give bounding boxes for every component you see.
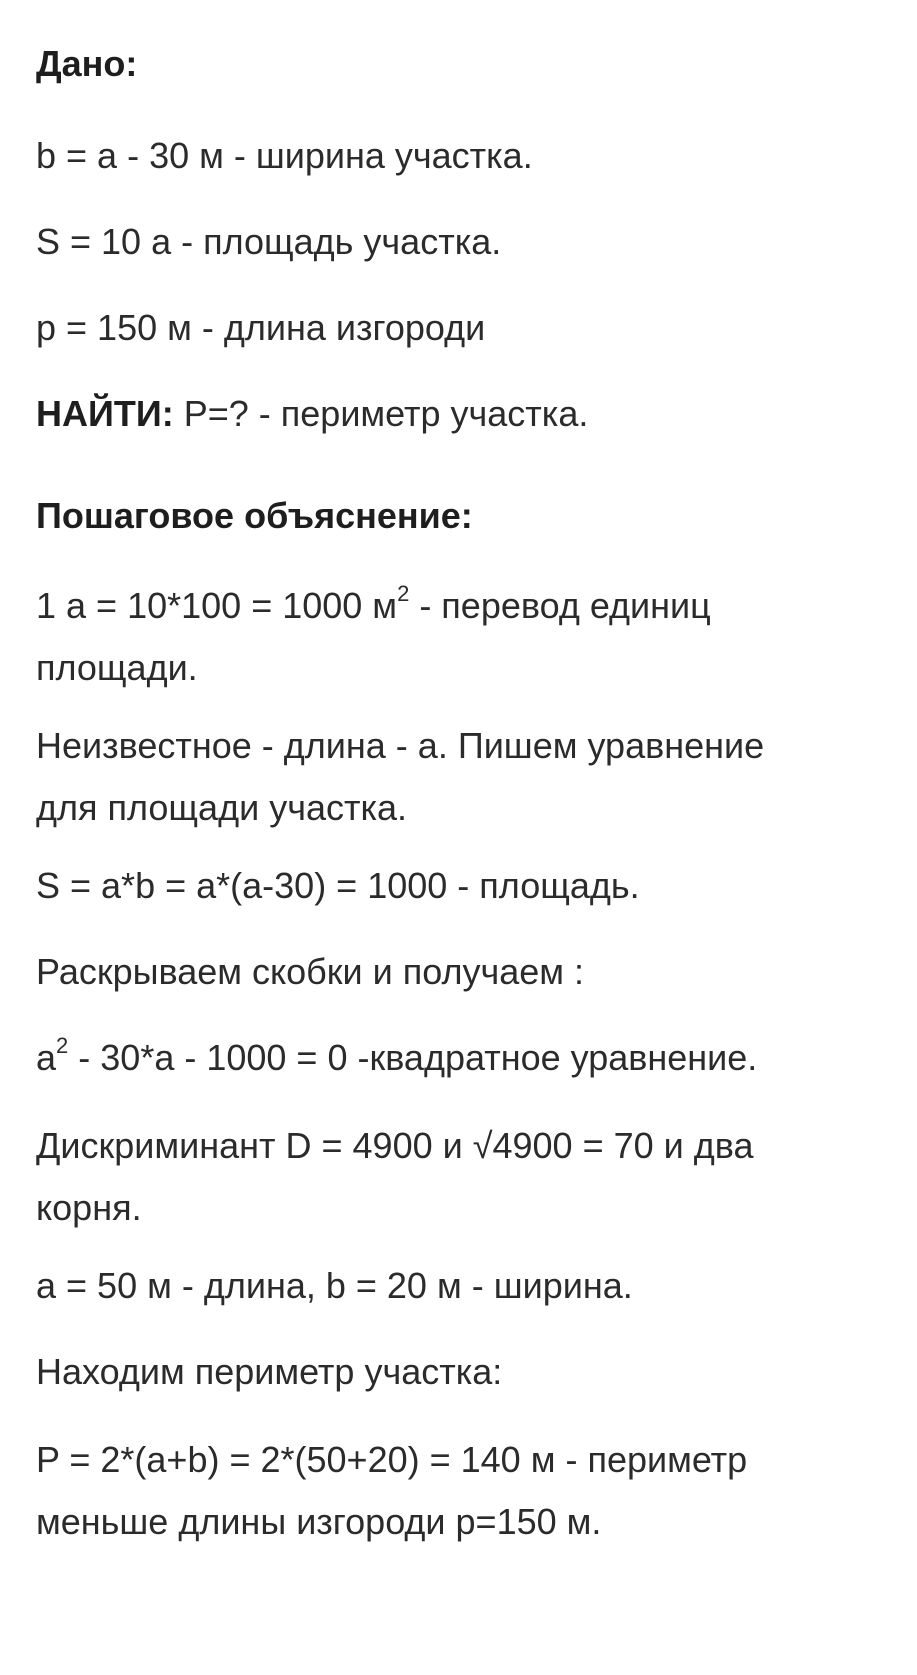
discriminant-line: Дискриминант D = 4900 и √4900 = 70 и два xyxy=(36,1125,754,1166)
quadratic-var: a xyxy=(36,1037,57,1078)
unit-conversion-text: 1 а = 10*100 = 1000 м xyxy=(36,585,398,626)
perimeter-equation: P = 2*(a+b) = 2*(50+20) = 140 м - периметр xyxy=(36,1439,748,1480)
find-line xyxy=(36,392,588,436)
unit-conversion-line-2: площади. xyxy=(36,647,198,688)
given-heading: Дано: xyxy=(36,43,138,84)
given-area-line: S = 10 а - площадь участка. xyxy=(36,221,502,262)
given-fence-line: p = 150 м - длина изгороди xyxy=(36,307,486,348)
solution-heading: Пошаговое объяснение: xyxy=(36,495,473,536)
perimeter-conclusion: меньше длины изгороди р=150 м. xyxy=(36,1501,602,1542)
quadratic-exponent: 2 xyxy=(56,1033,69,1058)
roots-line: а = 50 м - длина, b = 20 м - ширина. xyxy=(36,1265,633,1306)
unit-conversion-line xyxy=(36,581,711,628)
find-perimeter-line: Находим периметр участка: xyxy=(36,1351,503,1392)
discriminant-line-2: корня. xyxy=(36,1187,142,1228)
area-equation: S = a*b = a*(a-30) = 1000 - площадь. xyxy=(36,865,640,906)
find-text: P=? - периметр участка. xyxy=(173,393,589,434)
unit-exponent: 2 xyxy=(397,581,410,606)
quadratic-equation xyxy=(36,1033,758,1080)
quadratic-rest: - 30*a - 1000 = 0 -квадратное уравнение. xyxy=(68,1037,758,1078)
unit-conversion-tail: - перевод единиц xyxy=(409,585,711,626)
given-width-line: b = a - 30 м - ширина участка. xyxy=(36,135,533,176)
unknown-line-2: для площади участка. xyxy=(36,787,408,828)
expand-line: Раскрываем скобки и получаем : xyxy=(36,951,585,992)
find-label: НАЙТИ: xyxy=(36,393,174,434)
unknown-line: Неизвестное - длина - а. Пишем уравнение xyxy=(36,725,765,766)
